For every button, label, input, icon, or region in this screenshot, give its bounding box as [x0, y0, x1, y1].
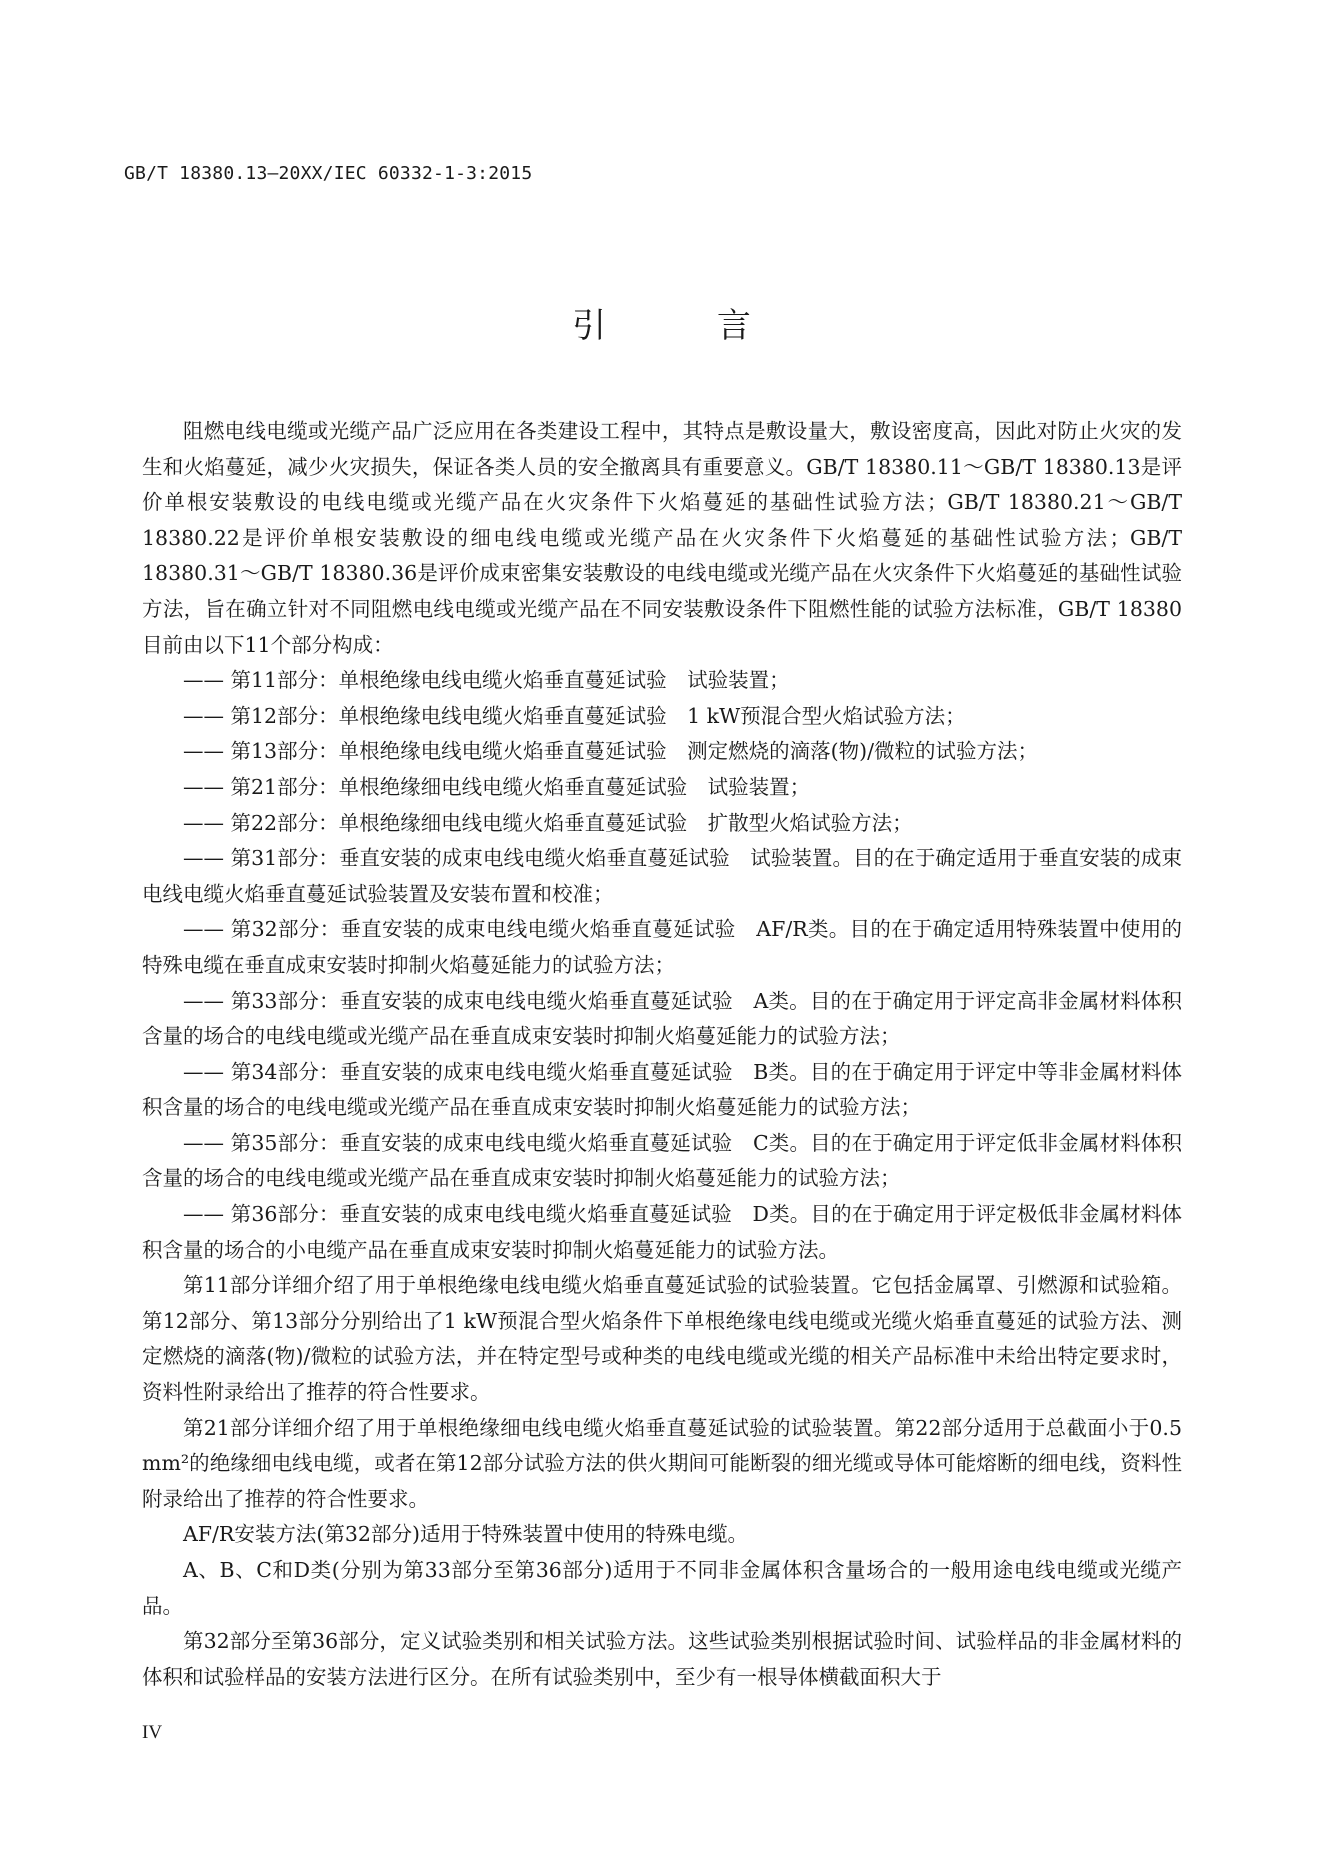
list-item-part-12: —— 第12部分：单根绝缘电线电缆火焰垂直蔓延试验 1 kW预混合型火焰试验方法；: [183, 703, 966, 728]
list-item-part-22: —— 第22部分：单根绝缘细电线电缆火焰垂直蔓延试验 扩散型火焰试验方法；: [183, 810, 913, 835]
list-item-part-34: —— 第34部分：垂直安装的成束电线电缆火焰垂直蔓延试验 B类。目的在于确定用于评定中等非金属材料体积含量的场合的电线电缆或光缆产品在垂直成束安装时抑制火焰蔓延能力的试验方法；: [142, 1059, 1182, 1120]
paragraph-afr-method: AF/R安装方法(第32部分)适用于特殊装置中使用的特殊电缆。: [183, 1522, 748, 1547]
paragraph-abcd-categories: A、B、C和D类(分别为第33部分至第36部分)适用于不同非金属体积含量场合的一般用途电线电缆或光缆产品。: [142, 1558, 1182, 1618]
list-item-part-36: —— 第36部分：垂直安装的成束电线电缆火焰垂直蔓延试验 D类。目的在于确定用于评定极低非金属材料体积含量的场合的小电缆产品在垂直成束安装时抑制火焰蔓延能力的试验方法。: [142, 1202, 1182, 1262]
body-text: [142, 414, 1182, 1695]
list-item-part-33: —— 第33部分：垂直安装的成束电线电缆火焰垂直蔓延试验 A类。目的在于确定用于评定高非金属材料体积含量的场合的电线电缆或光缆产品在垂直成束安装时抑制火焰蔓延能力的试验方法；: [142, 988, 1182, 1049]
list-item-part-13: —— 第13部分：单根绝缘电线电缆火焰垂直蔓延试验 测定燃烧的滴落(物)/微粒的试验方法；: [183, 739, 1039, 764]
paragraph-part-21-detail: 第21部分详细介绍了用于单根绝缘细电线电缆火焰垂直蔓延试验的试验装置。第22部分适用于总截面小于0.5 mm²的绝缘细电线电缆，或者在第12部分试验方法的供火期间可能断裂的细光缆或导体可能熔断的细电线，资料性附录给出了推荐的符合性要求。: [142, 1415, 1182, 1511]
page-number: IV: [142, 1722, 163, 1743]
list-item-part-32: —— 第32部分：垂直安装的成束电线电缆火焰垂直蔓延试验 AF/R类。目的在于确定适用特殊装置中使用的特殊电缆在垂直成束安装时抑制火焰蔓延能力的试验方法；: [142, 917, 1182, 977]
paragraph-part-11-detail: 第11部分详细介绍了用于单根绝缘电线电缆火焰垂直蔓延试验的试验装置。它包括金属罩、引燃源和试验箱。第12部分、第13部分分别给出了1 kW预混合型火焰条件下单根绝缘电线电缆或光缆火焰垂直蔓延的试验方法、测定燃烧的滴落(物)/微粒的试验方法，并在特定型号或种类的电线电缆或光缆的相关产品标准中未给出特定要求时，资料性附录给出了推荐的符合性要求。: [142, 1273, 1182, 1405]
list-item-part-21: —— 第21部分：单根绝缘细电线电缆火焰垂直蔓延试验 试验装置；: [183, 774, 811, 799]
list-item-part-31: —— 第31部分：垂直安装的成束电线电缆火焰垂直蔓延试验 试验装置。目的在于确定适用于垂直安装的成束电线电缆火焰垂直蔓延试验装置及安装布置和校准；: [142, 846, 1182, 906]
intro-paragraph: 阻燃电线电缆或光缆产品广泛应用在各类建设工程中，其特点是敷设量大，敷设密度高，因此对防止火灾的发生和火焰蔓延，减少火灾损失，保证各类人员的安全撤离具有重要意义。GB/T 18380.11～GB/T 18380.13是评价单根安装敷设的电线电缆或光缆产品在火灾条件下火焰蔓延的基础性试验方法；GB/T 18380.21～GB/T 18380.22是评价单根安装敷设的细电线电缆或光缆产品在火灾条件下火焰蔓延的基础性试验方法；GB/T 18380.31～GB/T 18380.36是评价成束密集安装敷设的电线电缆或光缆产品在火灾条件下火焰蔓延的基础性试验方法，旨在确立针对不同阻燃电线电缆或光缆产品在不同安装敷设条件下阻燃性能的试验方法标准，GB/T 18380目前由以下11个部分构成：: [142, 419, 1182, 657]
page-title: 引 言: [572, 306, 801, 346]
standard-number-header: GB/T 18380.13—20XX/IEC 60332-1-3:2015: [124, 163, 533, 184]
list-item-part-35: —— 第35部分：垂直安装的成束电线电缆火焰垂直蔓延试验 C类。目的在于确定用于评定低非金属材料体积含量的场合的电线电缆或光缆产品在垂直成束安装时抑制火焰蔓延能力的试验方法；: [142, 1130, 1182, 1191]
paragraph-part-32-36: 第32部分至第36部分，定义试验类别和相关试验方法。这些试验类别根据试验时间、试验样品的非金属材料的体积和试验样品的安装方法进行区分。在所有试验类别中，至少有一根导体横截面积大于: [142, 1629, 1182, 1689]
list-item-part-11: —— 第11部分：单根绝缘电线电缆火焰垂直蔓延试验 试验装置；: [183, 668, 790, 693]
